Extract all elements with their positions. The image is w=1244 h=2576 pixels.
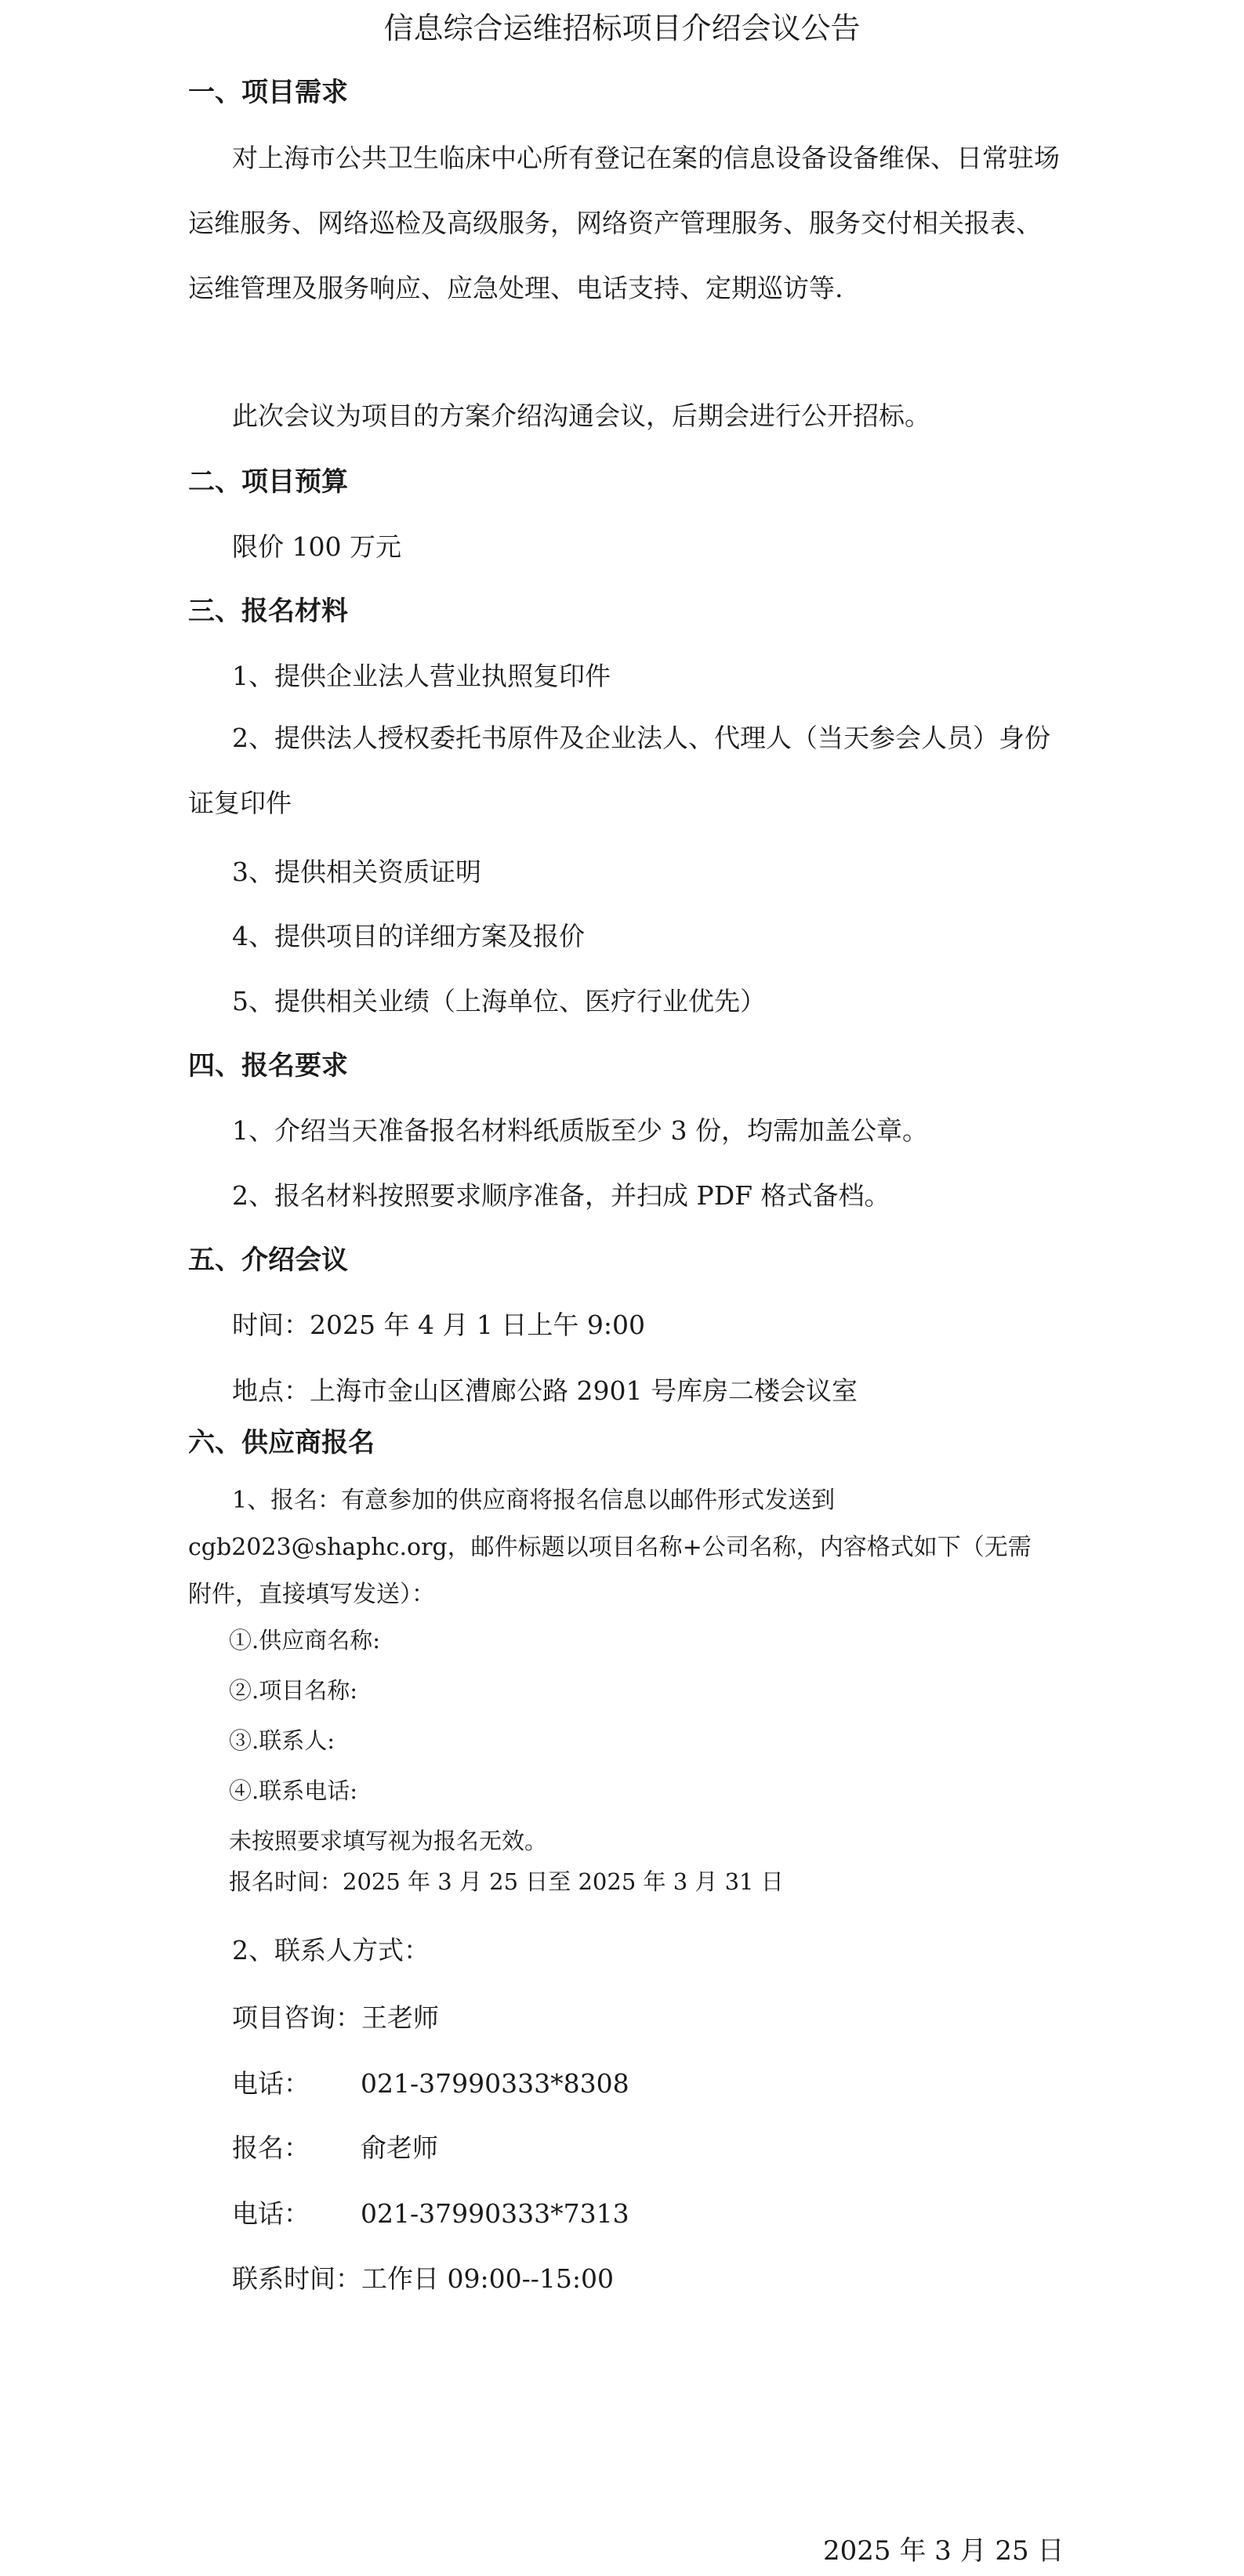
phone-label: 电话： [232, 2068, 310, 2099]
section-heading-requirements: 一、项目需求 [188, 77, 348, 108]
invalid-notice: 未按照要求填写视为报名无效。 [229, 1828, 548, 1854]
material-item: 4、提供项目的详细方案及报价 [232, 921, 585, 951]
announcement-date: 2025 年 3 月 25 日 [823, 2535, 1064, 2567]
signup-label: 报名： [232, 2132, 310, 2163]
requirement-item: 2、报名材料按照要求顺序准备，并扫成 PDF 格式备档。 [232, 1180, 890, 1211]
contact-hours: 联系时间：工作日 09:00--15:00 [232, 2263, 614, 2294]
page-title: 信息综合运维招标项目介绍会议公告 [383, 11, 861, 45]
signup-phone: 021-37990333*7313 [361, 2198, 629, 2229]
material-item: 2、提供法人授权委托书原件及企业法人、代理人（当天参会人员）身份证复印件 [188, 723, 1050, 818]
signup-instructions: 1、报名：有意参加的供应商将报名信息以邮件形式发送到 cgb2023@shaphc.org，邮件标题以项目名称+公司名称，内容格式如下（无需附件，直接填写发送）： [188, 1487, 1032, 1608]
meeting-place: 地点：上海市金山区漕廊公路 2901 号库房二楼会议室 [232, 1375, 858, 1406]
section-heading-budget: 二、项目预算 [188, 466, 348, 498]
meeting-purpose-paragraph: 此次会议为项目的方案介绍沟通会议，后期会进行公开招标。 [232, 400, 930, 431]
section-heading-meeting: 五、介绍会议 [188, 1245, 348, 1276]
requirement-item: 1、介绍当天准备报名材料纸质版至少 3 份，均需加盖公章。 [232, 1115, 928, 1146]
form-field-project-name: ②.项目名称: [229, 1677, 357, 1704]
contact-heading: 2、联系人方式： [232, 1935, 430, 1966]
form-field-supplier-name: ①.供应商名称: [229, 1627, 380, 1654]
section-heading-signup-requirements: 四、报名要求 [188, 1050, 348, 1081]
material-item: 1、提供企业法人营业执照复印件 [232, 661, 611, 691]
material-item: 5、提供相关业绩（上海单位、医疗行业优先） [232, 986, 766, 1016]
material-item: 3、提供相关资质证明 [232, 857, 481, 887]
section-heading-materials: 三、报名材料 [188, 596, 348, 627]
budget-limit: 限价 100 万元 [232, 531, 401, 562]
signup-contact-person: 俞老师 [361, 2132, 438, 2163]
signup-period: 报名时间：2025 年 3 月 25 日至 2025 年 3 月 31 日 [229, 1868, 784, 1895]
consult-contact: 项目咨询：王老师 [232, 2002, 439, 2033]
meeting-time: 时间：2025 年 4 月 1 日上午 9:00 [232, 1310, 646, 1340]
form-field-contact: ③.联系人: [229, 1727, 335, 1754]
consult-phone: 021-37990333*8308 [361, 2068, 629, 2099]
requirements-paragraph: 对上海市公共卫生临床中心所有登记在案的信息设备设备维保、日常驻场运维服务、网络巡检及高级服务，网络资产管理服务、服务交付相关报表、运维管理及服务响应、应急处理、电话支持、定期巡访等. [188, 143, 1060, 303]
phone-label: 电话： [232, 2198, 310, 2229]
form-field-phone: ④.联系电话: [229, 1777, 357, 1804]
section-heading-supplier-signup: 六、供应商报名 [188, 1427, 375, 1458]
